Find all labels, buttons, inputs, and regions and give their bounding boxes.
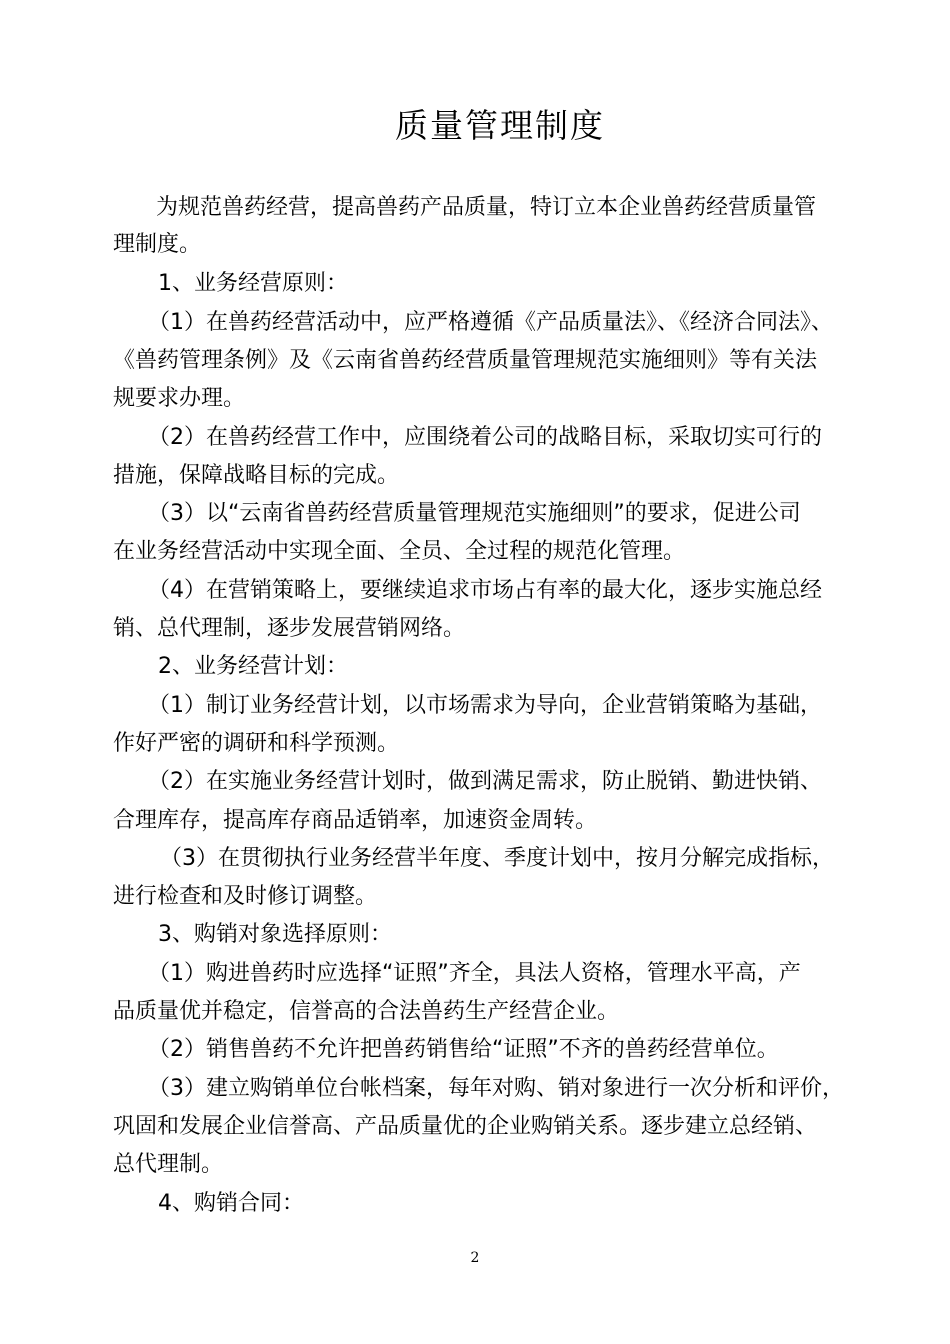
text-line: 《兽药管理条例》及《云南省兽药经营质量管理规范实施细则》等有关法 [113, 348, 818, 373]
text-line: （3）在贯彻执行业务经营半年度、季度计划中，按月分解完成指标， [160, 846, 834, 871]
section-heading: 1、业务经营原则： [158, 271, 348, 296]
text-line: （2）在兽药经营工作中，应围绕着公司的战略目标，采取切实可行的 [148, 425, 822, 450]
text-line: （2）销售兽药不允许把兽药销售给“证照”不齐的兽药经营单位。 [148, 1037, 779, 1062]
text-line: （4）在营销策略上，要继续追求市场占有率的最大化，逐步实施总经 [148, 578, 822, 603]
text-line: （2）在实施业务经营计划时，做到满足需求，防止脱销、勤进快销、 [148, 769, 822, 794]
text-line: 进行检查和及时修订调整。 [113, 884, 378, 909]
text-line: （3）建立购销单位台帐档案，每年对购、销对象进行一次分析和评价， [148, 1076, 844, 1101]
section-heading: 2、业务经营计划： [158, 654, 348, 679]
text-line: （1）在兽药经营活动中，应严格遵循《产品质量法》、《经济合同法》、 [148, 310, 833, 335]
text-line: 合理库存，提高库存商品适销率，加速资金周转。 [113, 808, 598, 833]
text-line: 作好严密的调研和科学预测。 [113, 731, 400, 756]
text-line: 总代理制。 [113, 1152, 224, 1177]
text-line: （3）以“云南省兽药经营质量管理规范实施细则”的要求，促进公司 [148, 501, 801, 526]
section-heading: 3、购销对象选择原则： [158, 922, 392, 947]
text-line: 措施，保障战略目标的完成。 [113, 463, 400, 488]
text-line: 销、总代理制，逐步发展营销网络。 [113, 616, 466, 641]
section-heading: 4、购销合同： [158, 1191, 304, 1216]
text-line: 规要求办理。 [113, 386, 246, 411]
text-line: 理制度。 [113, 232, 202, 257]
text-line: （1）购进兽药时应选择“证照”齐全，具法人资格，管理水平高，产 [148, 961, 801, 986]
text-line: （1）制订业务经营计划，以市场需求为导向，企业营销策略为基础， [148, 693, 822, 718]
document-title: 质量管理制度 [395, 106, 605, 145]
text-line: 巩固和发展企业信誉高、产品质量优的企业购销关系。逐步建立总经销、 [113, 1114, 818, 1139]
text-line: 在业务经营活动中实现全面、全员、全过程的规范化管理。 [113, 539, 686, 564]
text-line: 为规范兽药经营，提高兽药产品质量，特订立本企业兽药经营质量管 [156, 195, 817, 220]
page-number: 2 [470, 1250, 480, 1266]
text-line: 品质量优并稳定，信誉高的合法兽药生产经营企业。 [113, 999, 620, 1024]
